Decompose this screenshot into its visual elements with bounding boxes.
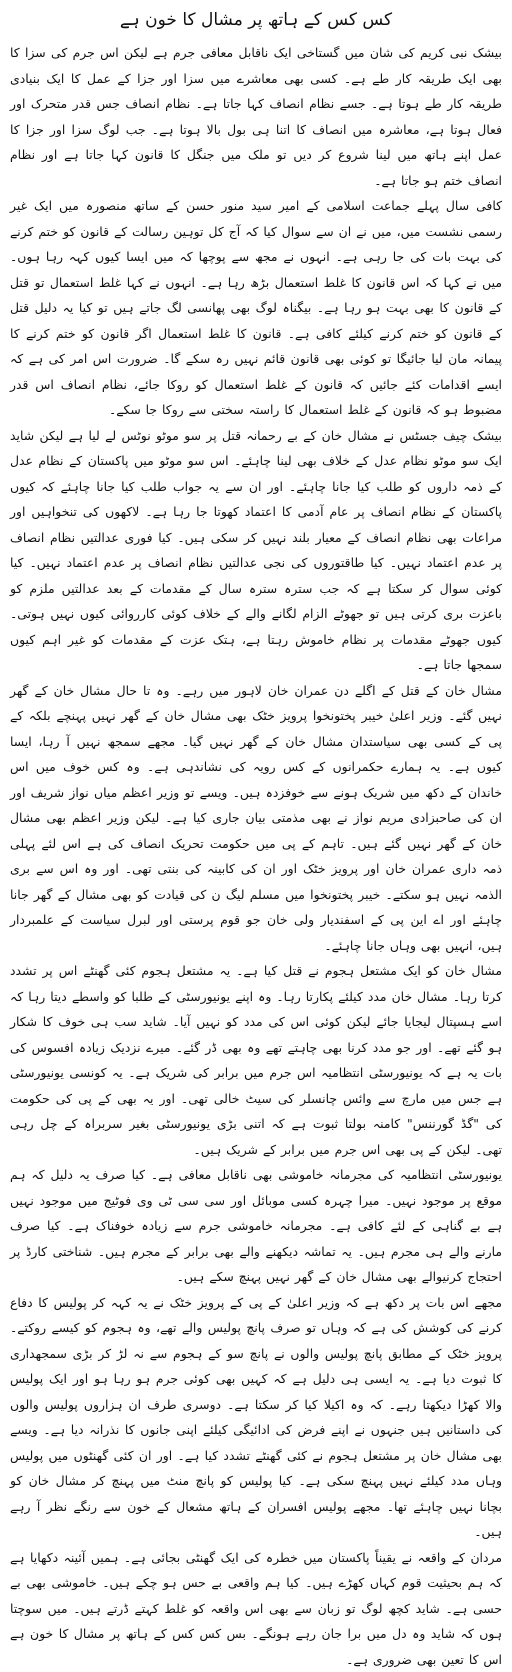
paragraph-3: بیشک چیف جسٹس نے مشال خان کے بے رحمانہ قتل پر سو موٹو نوٹس لے لیا ہے لیکن شاید ایک سو موٹو نظام عدل کے خلاف بھی لینا چاہئے۔ اس سو موٹو میں پاکستان کے نظام عدل کے ذمہ داروں کو طلب کیا جانا چاہئے۔ اور ان سے یہ جواب طلب کیا جانا چاہئے کہ کیوں پاکستان کے نظام انصاف پر عام آدمی کا اعتماد کھوتا جا رہا ہے۔ لاکھوں کی تنخواہیں اور مراعات بھی نظام انصاف کے معیار بلند نہیں کر سکی ہیں۔ کیا فوری عدالتیں نظام انصاف پر عدم اعتماد نہیں۔ کیا طاقتوروں کی نجی عدالتیں نظام انصاف پر عدم اعتماد نہیں۔ کیا کوئی سوال کر سکتا ہے کہ جب سترہ سترہ سال کے مقدمات کے بعد عدالتیں ملزم کو باعزت بری کرتی ہیں تو جھوٹے الزام لگانے والے کے خلاف کوئی کارروائی کیوں نہیں ہوتی۔ کیوں جھوٹے مقدمات پر نظام خاموش رہتا ہے، ہتک عزت کے مقدمات کو غیر اہم کیوں سمجھا جاتا ہے۔ [10,423,502,678]
article-title: کس کس کے ہاتھ پر مشال کا خون ہے [10,6,502,36]
paragraph-2: کافی سال پہلے جماعت اسلامی کے امیر سید منور حسن کے ساتھ منصورہ میں ایک غیر رسمی نشست میں، میں نے ان سے سوال کیا کہ آج کل توہین رسالت کے قانون کو ختم کرنے کی بہت بات کی جا رہی ہے۔ انہوں نے مجھ سے پوچھا کہ میں ایسا کیوں کہہ رہا ہوں۔ میں نے کہا کہ اس قانون کا غلط استعمال بڑھ رہا ہے۔ انہوں نے کہا غلط استعمال تو قتل کے قانون کا بھی بہت ہو رہا ہے۔ بیگناہ لوگ بھی پھانسی لگ جاتے ہیں تو کیا یہ دلیل قتل کے قانون کو ختم کرنے کیلئے کافی ہے۔ قانون کا غلط استعمال اگر قانون کو ختم کرنے کا پیمانہ مان لیا جائیگا تو کوئی بھی قانون قائم نہیں رہ سکے گا۔ ضرورت اس امر کی ہے کہ ایسے اقدامات کئے جائیں کہ قانون کے غلط استعمال کو روکا جائے، نظام انصاف اس قدر مضبوط ہو کہ قانون کے غلط استعمال کا راستہ سختی سے روکا جا سکے۔ [10,193,502,423]
paragraph-8: مردان کے واقعہ نے یقیناً پاکستان میں خطرہ کی ایک گھنٹی بجائی ہے۔ ہمیں آئینہ دکھایا ہے کہ ہم بحیثیت قوم کہاں کھڑے ہیں۔ کیا ہم واقعی بے حس ہو چکے ہیں۔ خاموشی بھی بے حسی ہے۔ شاید کچھ لوگ تو زبان سے بھی اس واقعہ کو غلط کہتے ڈرتے ہیں۔ میں سوچتا ہوں کہ شاید وہ دل میں برا جان رہے ہونگے۔ بس کس کس کے ہاتھ پر مشال کا خون ہے اس کا تعین بھی ضروری ہے۔ [10,1545,502,1672]
article-body [10,40,502,1672]
paragraph-1: بیشک نبی کریم کی شان میں گستاخی ایک ناقابل معافی جرم ہے لیکن اس جرم کی سزا کا بھی ایک طریقہ کار طے ہے۔ کسی بھی معاشرے میں سزا اور جزا کے عمل کا ایک بنیادی طریقہ کار طے ہوتا ہے۔ جسے نظام انصاف کہا جاتا ہے۔ نظام انصاف جس قدر متحرک اور فعال ہوتا ہے، معاشرہ میں انصاف کا اتنا ہی بول بالا ہوتا ہے۔ جب لوگ سزا اور جزا کا عمل اپنے ہاتھ میں لینا شروع کر دیں تو ملک میں جنگل کا قانون کہا جاتا ہے اور نظام انصاف ختم ہو جاتا ہے۔ [10,40,502,193]
paragraph-6: یونیورسٹی انتظامیہ کی مجرمانہ خاموشی بھی ناقابل معافی ہے۔ کیا صرف یہ دلیل کہ ہم موقع پر موجود نہیں۔ میرا چہرہ کسی موبائل اور سی سی ٹی وی فوٹیج میں موجود نہیں ہے بے گناہی کے لئے کافی ہے۔ مجرمانہ خاموشی جرم سے زیادہ خوفناک ہے۔ کیا صرف مارنے والے ہی مجرم ہیں۔ یہ تماشہ دیکھنے والے بھی برابر کے مجرم ہیں۔ شناختی کارڈ پر احتجاج کرنیوالے بھی مشال خان کے گھر نہیں پہنچ سکے ہیں۔ [10,1162,502,1290]
paragraph-7: مجھے اس بات پر دکھ ہے کہ وزیر اعلیٰ کے پی کے پرویز خٹک نے یہ کہہ کر پولیس کا دفاع کرنے کی کوشش کی ہے کہ وہاں تو صرف پانچ پولیس والے تھے، وہ ہجوم کو کیسے روکتے۔ پرویز خٹک کے مطابق پانچ پولیس والوں نے پانچ سو کے ہجوم سے نہ لڑ کر بڑی سمجھداری کا ثبوت دیا ہے۔ یہ ایسی ہی دلیل ہے کہ کہیں بھی کوئی جرم ہو رہا ہو اور ایک پولیس والا کھڑا دیکھتا رہے۔ کہ وہ اکیلا کیا کر سکتا ہے۔ دوسری طرف ان ہزاروں پولیس والوں کی داستانیں ہیں جنہوں نے اپنے فرض کی ادائیگی کیلئے اپنی جانوں کا نذرانہ دیا ہے۔ ویسے بھی مشال خان پر مشتعل ہجوم نے کئی گھنٹے تشدد کیا ہے۔ اور ان کئی گھنٹوں میں پولیس وہاں مدد کیلئے نہیں پہنچ سکی ہے۔ کیا پولیس کو پانچ منٹ میں پہنچ کر مشال خان کو بچانا نہیں چاہئے تھا۔ مجھے پولیس افسران کے ہاتھ مشعال کے خون سے رنگے نظر آ رہے ہیں۔ [10,1290,502,1545]
paragraph-5: مشال خان کو ایک مشتعل ہجوم نے قتل کیا ہے۔ یہ مشتعل ہجوم کئی گھنٹے اس پر تشدد کرتا رہا۔ مشال خان مدد کیلئے پکارتا رہا۔ وہ اپنے یونیورسٹی کے طلبا کو واسطے دیتا رہا کہ اسے ہسپتال لیجایا جائے لیکن کوئی اس کی مدد کو نہیں آیا۔ شاید سب ہی خوف کا شکار ہو گئے تھے۔ اور جو مدد کرنا بھی چاہتے تھے وہ بھی ڈر گئے۔ میرے نزدیک زیادہ افسوس کی بات یہ ہے کہ یونیورسٹی انتظامیہ اس جرم میں برابر کی شریک ہے۔ یہ کونسی یونیورسٹی ہے جس میں مارچ سے وائس چانسلر کی سیٹ خالی تھی۔ اور یہ بھی کے پی کی حکومت کی "گڈ گورننس" کامنہ بولتا ثبوت ہے کہ اتنی بڑی یونیورسٹی بغیر سربراہ کے چل رہی تھی۔ لیکن کے پی بھی اس جرم میں برابر کے شریک ہیں۔ [10,958,502,1162]
paragraph-4: مشال خان کے قتل کے اگلے دن عمران خان لاہور میں رہے۔ وہ تا حال مشال خان کے گھر نہیں گئے۔ وزیر اعلیٰ خیبر پختونخوا پرویز خٹک بھی مشال خان کے گھر نہیں پہنچے بلکہ کے پی کے کسی بھی سیاستدان مشال خان کے گھر نہیں گیا۔ مجھے سمجھ نہیں آ رہا، ایسا کیوں ہے۔ یہ ہمارے حکمرانوں کے کس رویہ کی نشاندہی ہے۔ وہ کس خوف میں اس خاندان کے دکھ میں شریک ہونے سے خوفزدہ ہیں۔ ویسے تو وزیر اعظم میاں نواز شریف اور ان کی صاحبزادی مریم نواز نے بھی مذمتی بیان جاری کیا ہے۔ لیکن وزیر اعظم بھی مشال خان کے گھر نہیں گئے ہیں۔ تاہم کے پی میں حکومت تحریک انصاف کی ہے اس لئے پہلی ذمہ داری عمران خان اور پرویز خٹک اور ان کی کابینہ کی بنتی تھی۔ اور وہ اس سے بری الذمہ نہیں ہو سکتے۔ خیبر پختونخوا میں مسلم لیگ ن کی قیادت کو بھی مشال کے گھر جانا چاہئے اور اے این پی کے اسفندیار ولی خان جو قوم پرستی اور لبرل سیاست کے علمبردار ہیں، انہیں بھی وہاں جانا چاہئے۔ [10,678,502,959]
